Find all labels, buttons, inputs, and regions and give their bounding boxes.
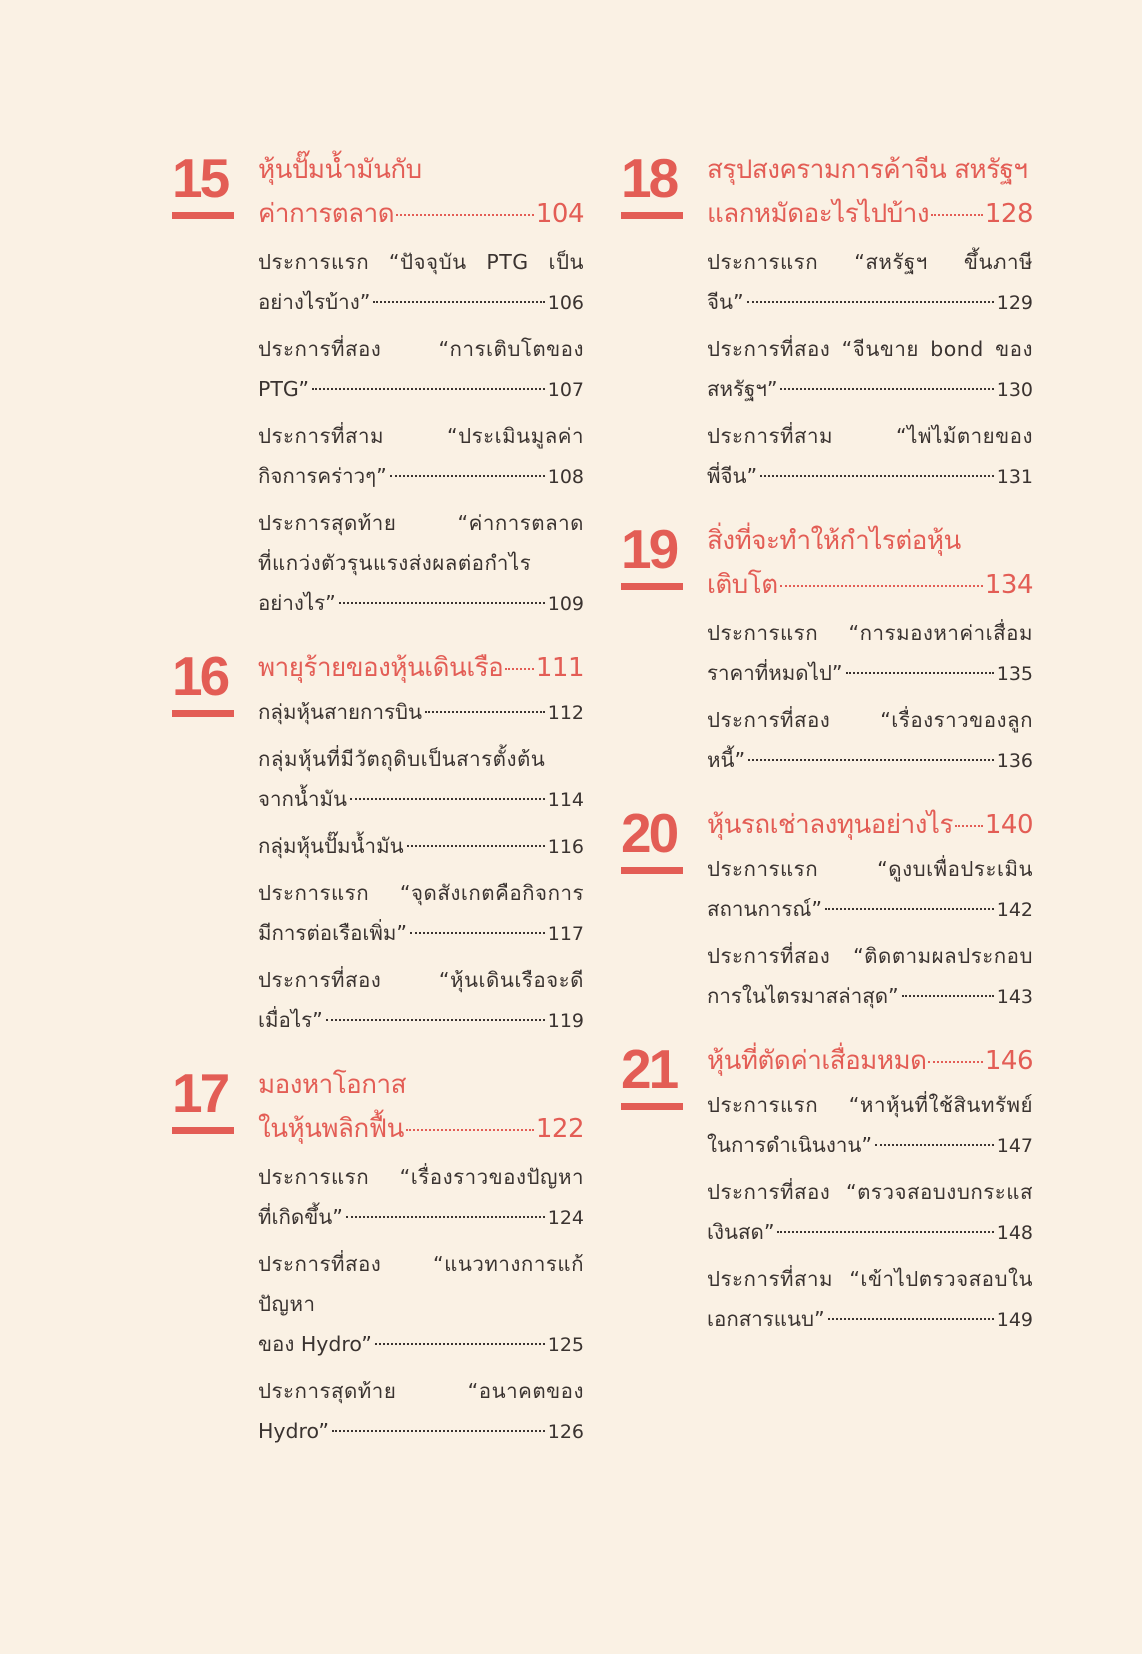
entry-text: ประการที่สอง “เรื่องราวของลูก bbox=[707, 708, 1033, 732]
toc-entry[interactable] bbox=[707, 242, 1033, 323]
dot-leader bbox=[928, 1061, 982, 1063]
chapter-number: 20 bbox=[621, 807, 683, 874]
chapter-20 bbox=[621, 803, 1033, 1017]
entry-text: กลุ่มหุ้นที่มีวัตถุดิบเป็นสารตั้งต้น bbox=[258, 747, 546, 771]
chapter-title[interactable] bbox=[707, 803, 1033, 847]
chapter-15 bbox=[172, 148, 584, 624]
toc-entry[interactable] bbox=[707, 613, 1033, 694]
toc-entry[interactable] bbox=[258, 329, 584, 410]
entry-page-number: 106 bbox=[547, 292, 584, 314]
entry-page-number: 114 bbox=[547, 789, 584, 811]
entry-text: ประการที่สาม “เข้าไปตรวจสอบใน bbox=[707, 1267, 1033, 1291]
entry-page-number: 143 bbox=[996, 986, 1033, 1008]
entry-text: เงินสด” bbox=[707, 1220, 775, 1244]
entry-text: อย่างไรบ้าง” bbox=[258, 290, 371, 314]
toc-entry[interactable] bbox=[707, 1259, 1033, 1340]
entry-text: Hydro” bbox=[258, 1419, 329, 1443]
chapter-page-number: 146 bbox=[984, 1046, 1033, 1076]
chapter-title-line: หุ้นที่ตัดค่าเสื่อมหมด bbox=[707, 1046, 927, 1076]
entry-text: อย่างไร” bbox=[258, 591, 336, 615]
chapter-page-number: 122 bbox=[535, 1114, 584, 1144]
entry-page-number: 109 bbox=[547, 593, 584, 615]
entry-text: ประการสุดท้าย “ค่าการตลาด bbox=[258, 511, 584, 535]
chapter-title-line: แลกหมัดอะไรไปบ้าง bbox=[707, 199, 930, 229]
entry-text: ประการที่สาม “ไพ่ไม้ตายของ bbox=[707, 424, 1033, 448]
toc-entry[interactable] bbox=[258, 739, 584, 820]
toc-entry[interactable] bbox=[707, 329, 1033, 410]
entry-text: ประการที่สอง “ตรวจสอบงบกระแส bbox=[707, 1180, 1033, 1204]
entry-page-number: 131 bbox=[996, 466, 1033, 488]
dot-leader bbox=[425, 711, 545, 713]
chapter-title[interactable] bbox=[707, 519, 1033, 607]
entry-text: เมื่อไร” bbox=[258, 1008, 323, 1032]
chapter-title-line: ค่าการตลาด bbox=[258, 199, 395, 229]
entry-text: ประการที่สอง “ติดตามผลประกอบ bbox=[707, 944, 1033, 968]
toc-entry[interactable] bbox=[258, 242, 584, 323]
entry-text: ประการแรก “จุดสังเกตคือกิจการ bbox=[258, 881, 584, 905]
entry-text: ประการสุดท้าย “อนาคตของ bbox=[258, 1379, 584, 1403]
entry-page-number: 135 bbox=[996, 663, 1033, 685]
entry-text: เอกสารแนบ” bbox=[707, 1307, 825, 1331]
entry-text: สถานการณ์” bbox=[707, 897, 823, 921]
dot-leader bbox=[780, 585, 983, 587]
entry-text: ประการที่สอง “การเติบโตของ bbox=[258, 337, 584, 361]
dot-leader bbox=[760, 475, 994, 477]
entry-page-number: 119 bbox=[547, 1010, 584, 1032]
entry-text: กลุ่มหุ้นปั๊มน้ำมัน bbox=[258, 834, 404, 858]
toc-right-column bbox=[621, 148, 1033, 1340]
dot-leader bbox=[312, 388, 545, 390]
chapter-title-line: สิ่งที่จะทำให้กำไรต่อหุ้น bbox=[707, 526, 961, 556]
chapter-title[interactable] bbox=[258, 1063, 584, 1151]
entry-text: มีการต่อเรือเพิ่ม” bbox=[258, 921, 408, 945]
dot-leader bbox=[350, 798, 545, 800]
chapter-title-line: หุ้นรถเช่าลงทุนอย่างไร bbox=[707, 810, 953, 840]
entry-text: จากน้ำมัน bbox=[258, 787, 347, 811]
chapter-number: 17 bbox=[172, 1067, 234, 1134]
toc-entry[interactable] bbox=[258, 692, 584, 733]
dot-leader bbox=[396, 214, 534, 216]
dot-leader bbox=[875, 1144, 994, 1146]
dot-leader bbox=[326, 1019, 545, 1021]
entry-page-number: 142 bbox=[996, 899, 1033, 921]
entry-text: หนี้” bbox=[707, 748, 746, 772]
chapter-title-line: หุ้นปั๊มน้ำมันกับ bbox=[258, 155, 422, 185]
entry-page-number: 107 bbox=[547, 379, 584, 401]
entry-text: การในไตรมาสล่าสุด” bbox=[707, 984, 899, 1008]
dot-leader bbox=[339, 602, 545, 604]
dot-leader bbox=[390, 475, 545, 477]
chapter-title-line: มองหาโอกาส bbox=[258, 1070, 406, 1100]
entry-text: ประการที่สอง “หุ้นเดินเรือจะดี bbox=[258, 968, 584, 992]
toc-entry[interactable] bbox=[258, 873, 584, 954]
toc-entry[interactable] bbox=[258, 503, 584, 624]
entry-text: จีน” bbox=[707, 290, 744, 314]
entry-page-number: 147 bbox=[996, 1135, 1033, 1157]
chapter-title[interactable] bbox=[258, 148, 584, 236]
chapter-number: 21 bbox=[621, 1043, 683, 1110]
chapter-title-line: ในหุ้นพลิกฟื้น bbox=[258, 1114, 404, 1144]
entry-text: ประการแรก “ดูงบเพื่อประเมิน bbox=[707, 857, 1033, 881]
entry-page-number: 130 bbox=[996, 379, 1033, 401]
toc-entry[interactable] bbox=[707, 936, 1033, 1017]
dot-leader bbox=[410, 932, 545, 934]
chapter-number: 16 bbox=[172, 650, 234, 717]
entry-text: สหรัฐฯ” bbox=[707, 377, 778, 401]
toc-entry[interactable] bbox=[707, 849, 1033, 930]
dot-leader bbox=[902, 995, 994, 997]
toc-left-column bbox=[172, 148, 584, 1452]
dot-leader bbox=[747, 301, 994, 303]
chapter-page-number: 104 bbox=[535, 199, 584, 229]
toc-entry[interactable] bbox=[258, 960, 584, 1041]
chapter-17 bbox=[172, 1063, 584, 1452]
toc-entry[interactable] bbox=[707, 416, 1033, 497]
toc-entry[interactable] bbox=[258, 1371, 584, 1452]
dot-leader bbox=[777, 1231, 993, 1233]
dot-leader bbox=[346, 1216, 545, 1218]
toc-entry[interactable] bbox=[258, 1244, 584, 1365]
chapter-title-line: เติบโต bbox=[707, 570, 778, 600]
entry-text: พี่จีน” bbox=[707, 464, 758, 488]
entry-text: กิจการคร่าวๆ” bbox=[258, 464, 387, 488]
dot-leader bbox=[373, 301, 544, 303]
entry-page-number: 148 bbox=[996, 1222, 1033, 1244]
dot-leader bbox=[825, 908, 994, 910]
dot-leader bbox=[406, 1129, 534, 1131]
chapter-number: 15 bbox=[172, 152, 234, 219]
dot-leader bbox=[748, 759, 994, 761]
toc-entry[interactable] bbox=[258, 1157, 584, 1238]
chapter-number: 18 bbox=[621, 152, 683, 219]
chapter-page-number: 111 bbox=[535, 653, 584, 683]
dot-leader bbox=[332, 1430, 545, 1432]
entry-text: ที่แกว่งตัวรุนแรงส่งผลต่อกำไร bbox=[258, 551, 532, 575]
entry-page-number: 108 bbox=[547, 466, 584, 488]
entry-text: ประการแรก “การมองหาค่าเสื่อม bbox=[707, 621, 1033, 645]
dot-leader bbox=[407, 845, 545, 847]
entry-page-number: 116 bbox=[547, 836, 584, 858]
dot-leader bbox=[955, 825, 983, 827]
entry-text: ที่เกิดขึ้น” bbox=[258, 1205, 343, 1229]
entry-text: ของ Hydro” bbox=[258, 1332, 372, 1356]
entry-page-number: 117 bbox=[547, 923, 584, 945]
toc-entry[interactable] bbox=[707, 700, 1033, 781]
entry-page-number: 149 bbox=[996, 1309, 1033, 1331]
chapter-18 bbox=[621, 148, 1033, 497]
chapter-page-number: 128 bbox=[984, 199, 1033, 229]
dot-leader bbox=[375, 1343, 545, 1345]
dot-leader bbox=[780, 388, 993, 390]
entry-text: PTG” bbox=[258, 377, 309, 401]
entry-page-number: 125 bbox=[547, 1334, 584, 1356]
chapter-page-number: 134 bbox=[984, 570, 1033, 600]
toc-entry[interactable] bbox=[258, 826, 584, 867]
entry-page-number: 136 bbox=[996, 750, 1033, 772]
entry-text: ประการที่สาม “ประเมินมูลค่า bbox=[258, 424, 584, 448]
entry-text: ประการแรก “ปัจจุบัน PTG เป็น bbox=[258, 250, 584, 274]
dot-leader bbox=[828, 1318, 994, 1320]
entry-text: ประการที่สอง “จีนขาย bond ของ bbox=[707, 337, 1033, 361]
chapter-title[interactable] bbox=[707, 1039, 1033, 1083]
toc-entry[interactable] bbox=[707, 1172, 1033, 1253]
entry-text: ประการที่สอง “แนวทางการแก้ปัญหา bbox=[258, 1252, 584, 1316]
entry-page-number: 129 bbox=[996, 292, 1033, 314]
entry-text: กลุ่มหุ้นสายการบิน bbox=[258, 700, 423, 724]
chapter-16 bbox=[172, 646, 584, 1041]
dot-leader bbox=[931, 214, 983, 216]
chapter-19 bbox=[621, 519, 1033, 781]
chapter-number: 19 bbox=[621, 523, 683, 590]
chapter-title[interactable] bbox=[707, 148, 1033, 236]
toc-entry[interactable] bbox=[707, 1085, 1033, 1166]
entry-text: ราคาที่หมดไป” bbox=[707, 661, 843, 685]
entry-text: ประการแรก “เรื่องราวของปัญหา bbox=[258, 1165, 584, 1189]
entry-text: ในการดำเนินงาน” bbox=[707, 1133, 872, 1157]
toc-entry[interactable] bbox=[258, 416, 584, 497]
chapter-page-number: 140 bbox=[984, 810, 1033, 840]
chapter-title-line: สรุปสงครามการค้าจีน สหรัฐฯ bbox=[707, 155, 1028, 185]
chapter-21 bbox=[621, 1039, 1033, 1340]
entry-page-number: 112 bbox=[547, 702, 584, 724]
dot-leader bbox=[846, 672, 994, 674]
entry-text: ประการแรก “หาหุ้นที่ใช้สินทรัพย์ bbox=[707, 1093, 1033, 1117]
chapter-title[interactable] bbox=[258, 646, 584, 690]
chapter-title-line: พายุร้ายของหุ้นเดินเรือ bbox=[258, 653, 504, 683]
entry-page-number: 124 bbox=[547, 1207, 584, 1229]
entry-text: ประการแรก “สหรัฐฯ ขึ้นภาษี bbox=[707, 250, 1033, 274]
entry-page-number: 126 bbox=[547, 1421, 584, 1443]
dot-leader bbox=[505, 668, 534, 670]
